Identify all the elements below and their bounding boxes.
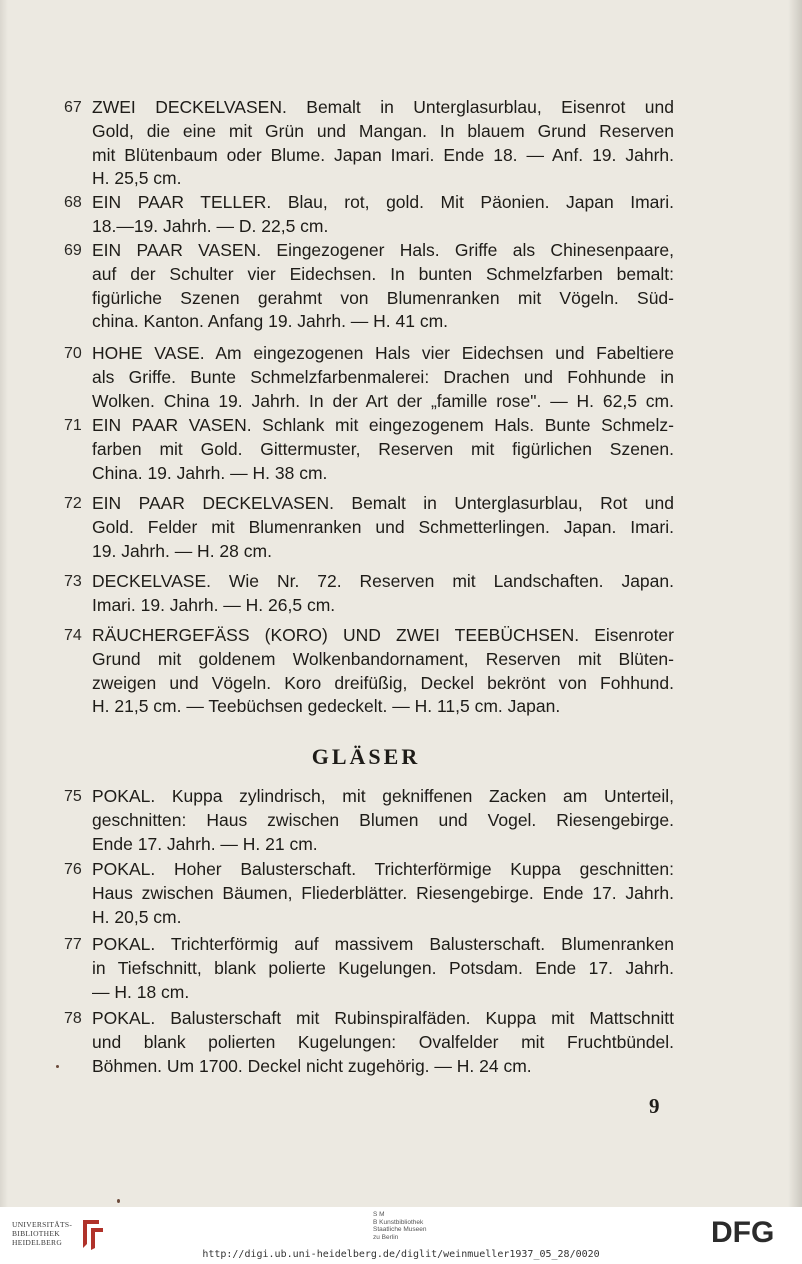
entry-line: auf der Schulter vier Eidechsen. In bunten Schmelzfarben bemalt:: [92, 263, 674, 284]
entry-line: EIN PAAR DECKELVASEN. Bemalt in Unterglasurblau, Rot und: [92, 493, 674, 513]
entry-line: EIN PAAR TELLER. Blau, rot, gold. Mit Päonien. Japan Imari.: [92, 192, 674, 212]
paper-speck: [56, 1065, 59, 1068]
university-line: BIBLIOTHEK: [12, 1229, 60, 1238]
museum-stamp: [373, 1211, 426, 1241]
entry-number: 75: [64, 788, 82, 805]
entry-line: RÄUCHERGEFÄSS (KORO) UND ZWEI TEEBÜCHSEN. Eisenroter: [92, 625, 674, 645]
entry-line: Gold, die eine mit Grün und Mangan. In blauem Grund Reserven: [92, 120, 674, 141]
section-title-glaeser: GLÄSER: [311, 744, 421, 769]
entry-number: 76: [64, 861, 82, 878]
catalog-entry-74: [64, 624, 674, 719]
university-line: UNIVERSITÄTS-: [12, 1220, 73, 1229]
entry-line: — H. 18 cm.: [92, 981, 190, 1002]
source-url-link[interactable]: http://digi.ub.uni-heidelberg.de/diglit/weinmueller1937_05_28/0020: [202, 1249, 600, 1260]
catalog-entry-73: [64, 570, 674, 618]
catalog-entry-71: [64, 414, 674, 485]
entry-line: H. 25,5 cm.: [92, 168, 182, 189]
stamp-line: zu Berlin: [373, 1233, 399, 1241]
entry-number: 67: [64, 99, 82, 116]
entry-line: POKAL. Balusterschaft mit Rubinspiralfäden. Kuppa mit Mattschnitt: [92, 1008, 674, 1028]
entry-line: ZWEI DECKELVASEN. Bemalt in Unterglasurblau, Eisenrot und: [92, 97, 674, 117]
entry-line: Wolken. China 19. Jahrh. In der Art der „famille rose". — H. 62,5 cm.: [92, 390, 674, 411]
catalog-entry-78: [64, 1007, 674, 1078]
entry-line: H. 21,5 cm. — Teebüchsen gedeckelt. — H. 11,5 cm. Japan.: [92, 696, 561, 717]
entry-line: china. Kanton. Anfang 19. Jahrh. — H. 41 cm.: [92, 311, 449, 332]
entry-line: mit Blütenbaum oder Blume. Japan Imari. Ende 18. — Anf. 19. Jahrh.: [92, 144, 674, 165]
entry-line: und blank polierten Kugelungen: Ovalfelder mit Fruchtbündel.: [92, 1031, 674, 1052]
entry-number: 72: [64, 495, 82, 512]
entry-line: DECKELVASE. Wie Nr. 72. Reserven mit Landschaften. Japan.: [92, 571, 674, 591]
entry-line: Böhmen. Um 1700. Deckel nicht zugehörig. — H. 24 cm.: [92, 1055, 532, 1076]
entry-line: 19. Jahrh. — H. 28 cm.: [92, 540, 272, 561]
entry-line: Grund mit goldenem Wolkenbandornament, Reserven mit Blüten-: [92, 648, 674, 669]
stamp-line: Staatliche Museen: [373, 1226, 427, 1233]
footer-bar: [0, 1207, 802, 1264]
entry-line: zweigen und Vögeln. Koro dreifüßig, Deckel bekrönt von Fohhund.: [92, 672, 674, 693]
entry-line: Ende 17. Jahrh. — H. 21 cm.: [92, 833, 318, 854]
university-library-text: [12, 1220, 72, 1247]
university-line: HEIDELBERG: [12, 1238, 63, 1247]
entry-number: 68: [64, 194, 82, 211]
entry-number: 69: [64, 242, 82, 259]
entry-line: Haus zwischen Bäumen, Fliederblätter. Riesengebirge. Ende 17. Jahrh.: [92, 882, 674, 903]
entry-line: Gold. Felder mit Blumenranken und Schmetterlingen. Japan. Imari.: [92, 516, 674, 537]
stamp-line: B Kunstbibliothek: [373, 1218, 424, 1226]
catalog-entry-67: [64, 96, 674, 191]
entry-line: POKAL. Kuppa zylindrisch, mit gekniffenen Zacken am Unterteil,: [92, 786, 674, 806]
university-seal-icon: [77, 1216, 109, 1252]
page-number: 9: [649, 1094, 660, 1118]
entry-line: EIN PAAR VASEN. Eingezogener Hals. Griffe als Chinesenpaare,: [92, 240, 674, 260]
dfg-logo[interactable]: DFG: [711, 1216, 775, 1249]
entry-number: 73: [64, 573, 82, 590]
entry-line: POKAL. Trichterförmig auf massivem Balusterschaft. Blumenranken: [92, 934, 674, 954]
stamp-line: S M: [373, 1211, 385, 1218]
entry-line: Imari. 19. Jahrh. — H. 26,5 cm.: [92, 594, 336, 615]
entry-line: HOHE VASE. Am eingezogenen Hals vier Eidechsen und Fabeltiere: [92, 343, 674, 363]
entry-line: in Tiefschnitt, blank polierte Kugelungen. Potsdam. Ende 17. Jahrh.: [92, 957, 674, 978]
entry-line: EIN PAAR VASEN. Schlank mit eingezogenem Hals. Bunte Schmelz-: [92, 415, 674, 435]
entry-line: farben mit Gold. Gittermuster, Reserven mit figürlichen Szenen.: [92, 438, 674, 459]
entry-number: 71: [64, 417, 82, 434]
entry-line: H. 20,5 cm.: [92, 906, 182, 927]
page-edge-right: [788, 0, 802, 1207]
entry-number: 74: [64, 627, 82, 644]
entry-line: geschnitten: Haus zwischen Blumen und Vogel. Riesengebirge.: [92, 809, 674, 830]
entry-line: als Griffe. Bunte Schmelzfarbenmalerei: Drachen und Fohhunde in: [92, 366, 674, 387]
entry-line: POKAL. Hoher Balusterschaft. Trichterförmige Kuppa geschnitten:: [92, 859, 674, 879]
entry-line: China. 19. Jahrh. — H. 38 cm.: [92, 462, 328, 483]
entry-line: figürliche Szenen gerahmt von Blumenranken mit Vögeln. Süd-: [92, 287, 674, 308]
entry-number: 78: [64, 1010, 82, 1027]
catalog-entry-75: [64, 785, 674, 856]
catalog-entry-70: [64, 342, 674, 413]
entry-line: 18.—19. Jahrh. — D. 22,5 cm.: [92, 215, 329, 236]
catalog-entry-76: [64, 858, 674, 929]
catalog-entry-77: [64, 933, 674, 1004]
catalog-entry-72: [64, 492, 674, 563]
entry-number: 77: [64, 936, 82, 953]
paper-speck: [117, 1199, 120, 1203]
page-edge-left: [0, 0, 8, 1207]
catalog-entry-68: [64, 191, 674, 239]
entry-number: 70: [64, 345, 82, 362]
catalog-entry-69: [64, 239, 674, 334]
